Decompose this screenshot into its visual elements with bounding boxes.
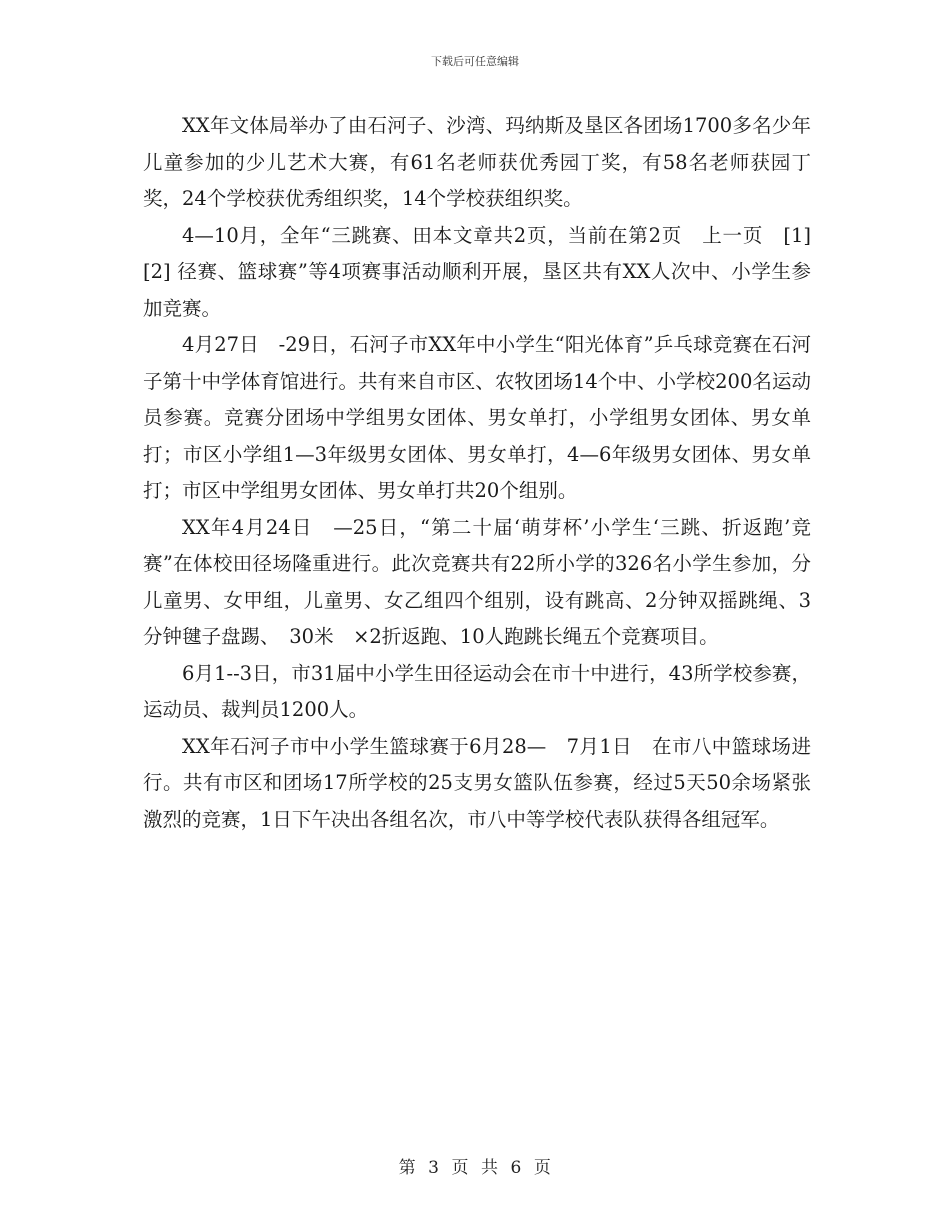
footer-ye-end: 页 xyxy=(533,1158,552,1178)
footer-di: 第 xyxy=(398,1158,417,1178)
paragraph-track-field: 6月1--3日，市31届中小学生田径运动会在市十中进行，43所学校参赛，运动员、裁判员1200人。 xyxy=(143,661,811,721)
body-text xyxy=(143,108,811,838)
paragraph-basketball: XX年石河子市中小学生篮球赛于6月28— 7月1日 在市八中篮球场进行。共有市区和团场17所学校的25支男女篮队伍参赛，经过5天50余场紧张激烈的竞赛，1日下午决出各组名次，市八中等学校代表队获得各组冠军。 xyxy=(143,734,811,831)
footer-ye: 页 xyxy=(451,1158,469,1178)
paragraph-mengya-cup: XX年4月24日 —25日，“第二十届‘萌芽杯’小学生‘三跳、折返跑’竞赛”在体校田径场隆重进行。此次竞赛共有22所小学的326名小学生参加，分儿童男、女甲组，儿童男、女乙组四个组别，设有跳高、2分钟双摇跳绳、3分钟毽子盘踢、 30米 ×2折返跑、10人跑跳长绳五个竞赛项目。 xyxy=(143,515,811,648)
footer-total-pages: 6 xyxy=(510,1158,522,1178)
paragraph-art-contest: XX年文体局举办了由石河子、沙湾、玛纳斯及垦区各团场1700多名少年儿童参加的少儿艺术大赛，有61名老师获优秀园丁奖，有58名老师获园丁奖，24个学校获优秀组织奖，14个学校获组织奖。 xyxy=(143,114,811,210)
paragraph-season-events: 4—10月，全年“三跳赛、田本文章共2页，当前在第2页 上一页 [1][2] 径赛、篮球赛”等4项赛事活动顺利开展，垦区共有XX人次中、小学生参加竞赛。 xyxy=(143,223,811,320)
page-header: 下载后可任意编辑 xyxy=(431,55,519,68)
paragraph-table-tennis: 4月27日 -29日，石河子市XX年中小学生“阳光体育”乒乓球竞赛在石河子第十中学体育馆进行。共有来自市区、农牧团场14个中、小学校200名运动员参赛。竞赛分团场中学组男女团体、男女单打，小学组男女团体、男女单打；市区小学组1—3年级男女团体、男女单打，4—6年级男女团体、男女单打；市区中学组男女团体、男女单打共20个组别。 xyxy=(143,333,811,502)
footer-gong: 共 xyxy=(481,1158,499,1178)
footer-page-number: 3 xyxy=(428,1158,440,1178)
page-footer xyxy=(0,1153,950,1178)
